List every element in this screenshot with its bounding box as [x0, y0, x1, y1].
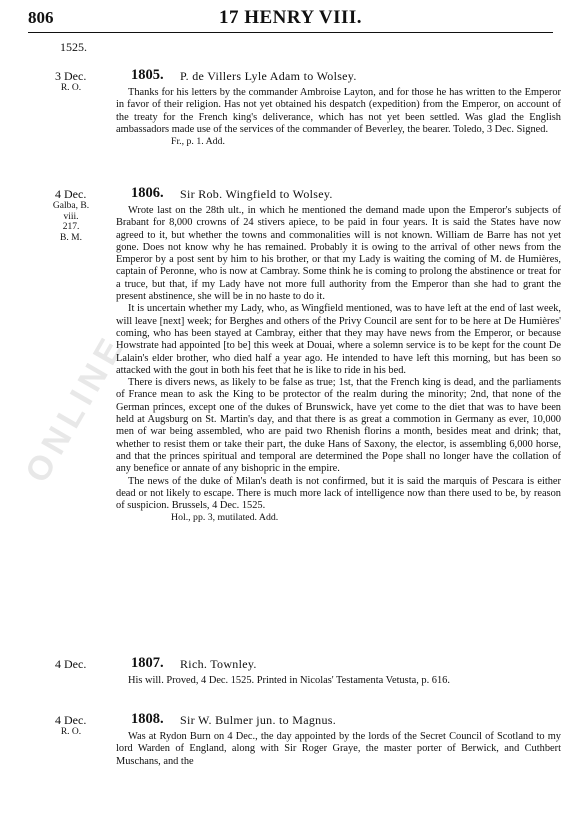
paragraph: Wrote last on the 28th ult., in which he mentioned the demand made upon the Emperor's subjects of Brabant for 8,000 crowns of 24 stivers apiece, to be paid in four years. It is said the States have now agreed to it, but whether the towns and commonalities will is not known. William de Barre has not yet gone. Does not know why he has remained. Probably it is owing to the arrival of other news from the Emperor by a post sent by him to his brother, or that my Lady is waiting the coming of M. de Humières, captain of Peronne, who is now at Cambray. Some think he is coming to prolong the abstinence or treat for a truce, but that, if my Lady have not more full authority from the Emperor than she had to grant the present abstinence, she will be in no haste to do it.	[116, 205, 561, 303]
source-line: B. M.	[60, 232, 82, 243]
year-label: 1525.	[60, 40, 87, 54]
page-number: 806	[28, 8, 54, 27]
paragraph: There is divers news, as likely to be false as true; 1st, that the French king is dead, and the parliaments of France mean to ask the King to be protector of the realm during the minority; 2nd, that none of the German princes, except one of the dukes of Brunswick, have yet come to the diet that was to have been held at Augsburg on St. Martin's day, and that there is as great a commotion in Germany as ever, 10,000 men of war being assembled, who are paid two Rhenish florins a month, besides meat and drink; that, whether to resist them or take their part, the duke Hans of Saxony, the elector, is assembling 6,000 horse, and that the princes spiritual and temporal are determined the Pope shall no longer have the collation of any benefice or annate of any bishopric in the empire.	[116, 377, 561, 475]
entry-date: 4 Dec.	[55, 713, 87, 727]
entry-number: 1807.	[131, 655, 164, 671]
paragraph: Thanks for his letters by the commander Ambroise Layton, and for those he has written to the Emperor in favor of their religion. Has not yet obtained his despatch (expedition) from the Emperor, on account of the treaty for the French king's deliverance, which has not yet been settled. Was glad the English ambassadors made use of the services of the commander of Beverley, the bearer. Toledo, 3 Dec. Signed.	[116, 87, 561, 135]
source-line: 217.	[62, 222, 80, 232]
running-title: 17 HENRY VIII.	[218, 7, 363, 28]
entry-date: 3 Dec.	[55, 69, 87, 83]
entry-title: Sir Rob. Wingfield to Wolsey.	[180, 187, 333, 201]
paragraph: His will. Proved, 4 Dec. 1525. Printed in Nicolas' Testamenta Vetusta, p. 616.	[128, 675, 450, 686]
entry-number: 1806.	[131, 185, 164, 201]
entry-source	[49, 727, 93, 738]
entry-title: Rich. Townley.	[180, 657, 257, 671]
paragraph: Was at Rydon Burn on 4 Dec., the day appointed by the lords of the Secret Council of Scotland to my lord Warden of England, along with Sir Roger Graye, the master porter of Berwick, and Cuthbert Muschans, and the	[116, 731, 561, 767]
source-line: Galba, B. viii.	[52, 201, 90, 222]
entry-body	[116, 87, 561, 148]
entry-footer: Hol., pp. 3, mutilated. Add.	[171, 512, 279, 524]
source-line: R. O.	[60, 83, 82, 93]
entry-date: 4 Dec.	[55, 187, 87, 201]
entry-body	[116, 675, 561, 687]
paragraph: The news of the duke of Milan's death is not confirmed, but it is said the marquis of Pescara is either dead or not likely to escape. There is much more lack of intelligence now than there used to be, by reason of suspicion. Brussels, 4 Dec. 1525.	[116, 475, 561, 512]
entry-source	[49, 201, 93, 243]
entry-title: Sir W. Bulmer jun. to Magnus.	[180, 713, 337, 727]
paragraph: It is uncertain whether my Lady, who, as Wingfield mentioned, was to have left at the end of last week, will leave [next] week; for Berghes and others of the Privy Council are sent for to be here at De Humières' coming, who has been stayed at Cambray, either that they may have news from the Emperor, or because Howstrate had appointed [to be] this week at Douai, where a solemn service is to be kept for the count De Lalain's elder brother, who died half a year ago. He intended to have left this morning, but has been so attacked with the gout in both his feet that he is like to ride in his bed.	[116, 303, 561, 376]
entry-source	[49, 83, 93, 94]
source-line: R. O.	[60, 727, 82, 737]
entry-number: 1808.	[131, 711, 164, 727]
entry-date: 4 Dec.	[55, 657, 87, 671]
page-header	[28, 6, 553, 33]
entry-body	[116, 205, 561, 525]
watermark: ONLINE	[18, 327, 134, 489]
entry-body	[116, 731, 561, 768]
entry-footer: Fr., p. 1. Add.	[171, 136, 225, 148]
entry-number: 1805.	[131, 67, 164, 83]
entry-title: P. de Villers Lyle Adam to Wolsey.	[180, 69, 357, 83]
